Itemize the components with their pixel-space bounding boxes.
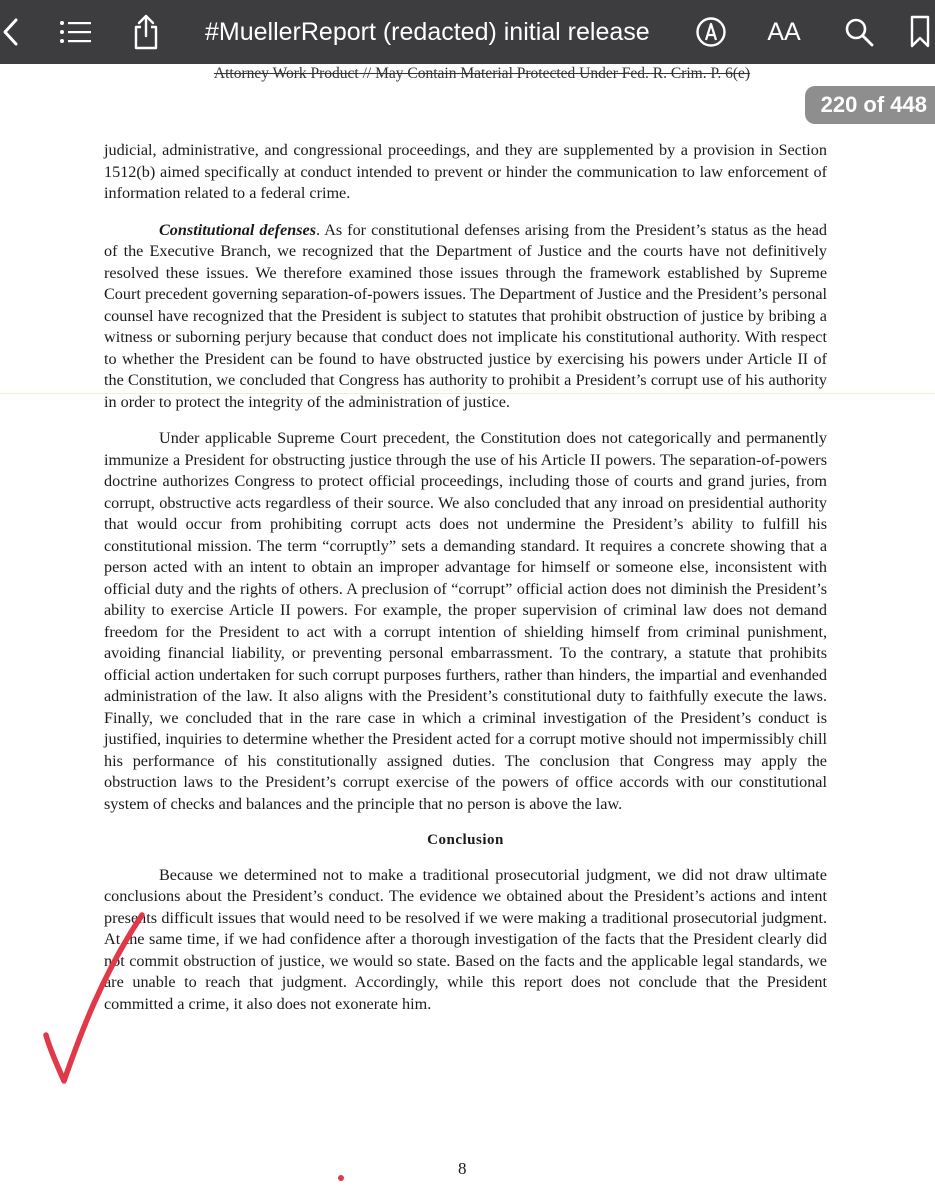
paragraph-text: . As for constitutional defenses arising from the President’s status as the head of the Executive Branch, we recognized that the Department of Justice and the courts have not definitively resolved these issues. We therefore examined those issues through the framework established by Supreme Court precedent governing separation-of-powers issues. The Department of Justice and the President’s personal counsel have recognized that the President is subject to statutes that prohibit obstruction of justice by bribing a witness or suborning perjury because that conduct does not implicate his constitutional authority. With respect to whether the President can be found to have obstructed justice by exercising his powers under Article II of the Constitution, we concluded that Congress has authority to prohibit a President’s corrupt use of his authority in order to protect the integrity of the administration of justice. [104, 220, 828, 411]
share-icon[interactable] [128, 0, 164, 64]
document-title: #MuellerReport (redacted) initial release [205, 18, 650, 46]
back-chevron-icon[interactable] [0, 0, 22, 64]
paragraph-lead-heading: Constitutional defenses [159, 220, 317, 239]
list-icon[interactable] [56, 0, 94, 64]
page-counter-badge: 220 of 448 [805, 86, 935, 124]
paragraph-conclusion: Because we determined not to make a traditional prosecutorial judgment, we did not draw ultimate conclusions about the President’s conduct. The evidence we obtained about the President’s actions and intent presents difficult issues that would need to be resolved if we were making a traditional prosecutorial judgment. At the same time, if we had confidence after a thorough investigation of the facts that the President clearly did not commit obstruction of justice, we would so state. Based on the facts and the applicable legal standards, we are unable to reach that judgment. Accordingly, while this report does not conclude that the President committed a crime, it also does not exonerate him. [104, 865, 827, 1013]
red-dot-mark [338, 1175, 344, 1181]
header-grand-jury-notice: May Contain Material Protected Under Fed. R. Crim. P. 6(e) [375, 65, 751, 82]
header-work-product: Attorney Work Product [213, 65, 359, 82]
text-size-icon[interactable] [764, 0, 804, 64]
annotate-icon[interactable] [694, 0, 728, 64]
conclusion-heading: Conclusion [427, 832, 504, 848]
reader-toolbar [0, 0, 935, 64]
search-icon[interactable] [842, 0, 876, 64]
page-number: 8 [458, 1159, 467, 1178]
bookmark-icon[interactable] [906, 0, 934, 64]
red-checkmark-annotation [40, 905, 160, 1090]
document-body [104, 140, 827, 1030]
paragraph-constitutional-defenses [104, 220, 827, 414]
document-header [142, 64, 822, 84]
paragraph-supreme-court-precedent: Under applicable Supreme Court precedent, the Constitution does not categorically and permanently immunize a President for obstructing justice through the use of his Article II powers. The separation-of-powers doctrine authorizes Congress to protect official proceedings, including those of courts and grand juries, from corrupt, obstructive acts regardless of their source. We also concluded that any inroad on presidential authority that would occur from prohibiting corrupt acts does not undermine the President’s ability to fulfill his constitutional mission. The term “corruptly” sets a demanding standard. It requires a concrete showing that a person acted with an intent to obtain an improper advantage for himself or someone else, inconsistent with official duty and the rights of others. A preclusion of “corrupt” official action does not diminish the President’s ability to exercise Article II powers. For example, the proper supervision of criminal law does not demand freedom for the President to act with a corrupt intention of shielding himself from criminal punishment, avoiding financial liability, or preventing personal embarrassment. To the contrary, a statute that prohibits official action undertaken for such corrupt purposes furthers, rather than hinders, the impartial and evenhanded administration of the law. It also aligns with the President’s constitutional duty to faithfully execute the laws. Finally, we concluded that in the rare case in which a criminal investigation of the President’s conduct is justified, inquiries to determine whether the President acted for a corrupt motive should not impermissibly chill his performance of his constitutionally assigned duties. The conclusion that Congress may apply the obstruction laws to the President’s corrupt exercise of the powers of office accords with our constitutional system of checks and balances and the principle that no person is above the law. [104, 429, 827, 813]
text-size-label: AA [767, 17, 801, 46]
header-separator: // [358, 65, 376, 82]
paragraph-section-1512: judicial, administrative, and congressional proceedings, and they are supplemented by a provision in Section 1512(b) aimed specifically at conduct intended to prevent or hinder the communication to law enforcement of information related to a federal crime. [104, 141, 827, 202]
